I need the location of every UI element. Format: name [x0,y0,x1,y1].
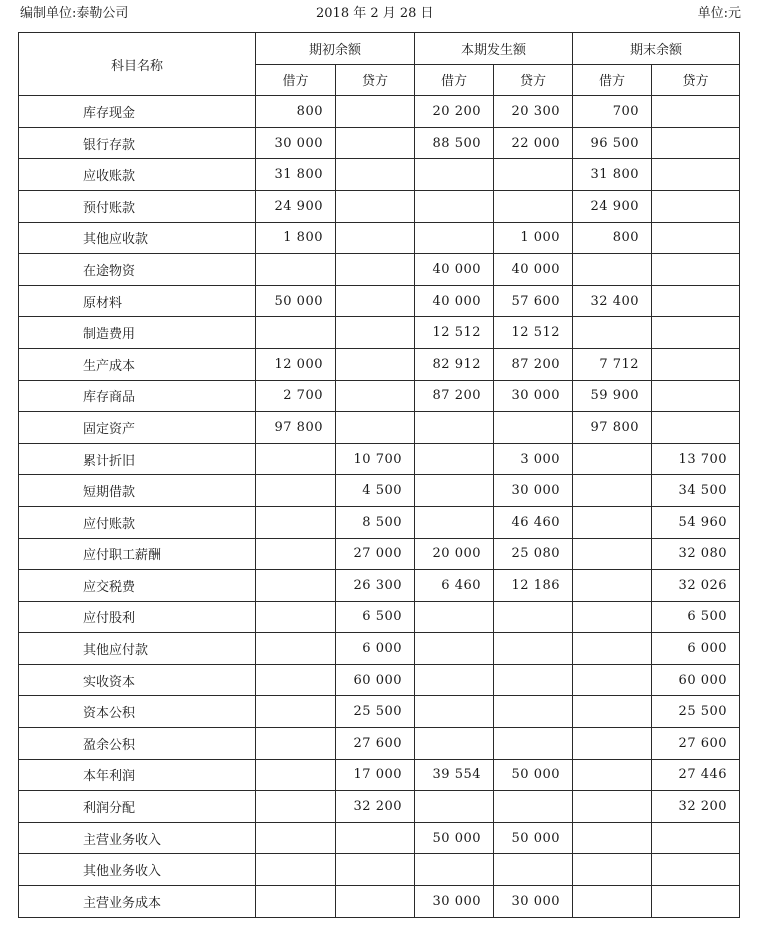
period-credit-cell: 12 512 [494,317,573,349]
closing-debit-cell: 59 900 [573,380,652,412]
opening-credit-cell: 6 000 [336,633,415,665]
period-debit-cell [415,633,494,665]
period-credit-cell [494,696,573,728]
closing-debit-cell [573,664,652,696]
closing-credit-cell: 32 200 [652,791,740,823]
period-credit-cell [494,664,573,696]
opening-debit-cell: 97 800 [256,412,336,444]
table-row [19,664,740,696]
period-debit-cell [415,159,494,191]
period-debit-cell: 12 512 [415,317,494,349]
period-credit-cell [494,412,573,444]
report-date: 2018 年 2 月 28 日 [316,6,434,21]
account-name-cell: 生产成本 [19,348,256,380]
closing-debit-cell [573,696,652,728]
header-row-groups [19,33,740,65]
account-name-cell: 本年利润 [19,759,256,791]
period-credit-cell [494,601,573,633]
period-debit-cell: 40 000 [415,285,494,317]
closing-debit-cell: 96 500 [573,127,652,159]
opening-debit-cell [256,538,336,570]
opening-credit-cell: 8 500 [336,506,415,538]
opening-debit-cell [256,570,336,602]
closing-debit-cell [573,475,652,507]
document-header [0,4,761,26]
table-row [19,601,740,633]
opening-credit-cell: 27 600 [336,728,415,760]
closing-credit-cell: 6 500 [652,601,740,633]
account-name-cell: 应收账款 [19,159,256,191]
opening-credit-cell: 6 500 [336,601,415,633]
account-name-cell: 其他应收款 [19,222,256,254]
opening-debit-cell: 12 000 [256,348,336,380]
period-debit-cell: 40 000 [415,254,494,286]
period-credit-cell [494,633,573,665]
account-name-cell: 主营业务收入 [19,822,256,854]
closing-debit-cell [573,601,652,633]
opening-credit-cell [336,854,415,886]
period-credit-cell: 46 460 [494,506,573,538]
period-debit-cell [415,475,494,507]
column-header-credit: 贷方 [494,64,573,96]
closing-debit-cell [573,443,652,475]
opening-debit-cell: 30 000 [256,127,336,159]
period-credit-cell: 30 000 [494,475,573,507]
table-row [19,570,740,602]
table-header [19,33,740,96]
period-debit-cell: 50 000 [415,822,494,854]
opening-credit-cell [336,254,415,286]
closing-debit-cell [573,759,652,791]
closing-debit-cell [573,317,652,349]
closing-credit-cell: 27 600 [652,728,740,760]
period-credit-cell: 57 600 [494,285,573,317]
opening-debit-cell [256,822,336,854]
opening-debit-cell [256,254,336,286]
opening-debit-cell [256,317,336,349]
account-name-cell: 银行存款 [19,127,256,159]
period-debit-cell [415,412,494,444]
period-debit-cell [415,601,494,633]
account-name-cell: 在途物资 [19,254,256,286]
table-row [19,285,740,317]
closing-credit-cell: 34 500 [652,475,740,507]
period-credit-cell: 20 300 [494,96,573,128]
opening-debit-cell: 24 900 [256,190,336,222]
table-row [19,538,740,570]
closing-debit-cell [573,538,652,570]
account-name-cell: 应交税费 [19,570,256,602]
column-header-debit: 借方 [573,64,652,96]
closing-credit-cell [652,854,740,886]
account-name-cell: 其他应付款 [19,633,256,665]
account-name-cell: 其他业务收入 [19,854,256,886]
closing-debit-cell [573,506,652,538]
period-debit-cell: 39 554 [415,759,494,791]
column-group-period: 本期发生额 [415,33,573,65]
column-header-account: 科目名称 [19,33,256,96]
table-row [19,506,740,538]
table-row [19,159,740,191]
opening-debit-cell [256,475,336,507]
closing-credit-cell: 32 026 [652,570,740,602]
table-row [19,475,740,507]
closing-debit-cell [573,633,652,665]
opening-debit-cell: 31 800 [256,159,336,191]
period-credit-cell: 3 000 [494,443,573,475]
period-credit-cell [494,159,573,191]
closing-debit-cell: 7 712 [573,348,652,380]
table-row [19,380,740,412]
opening-credit-cell: 4 500 [336,475,415,507]
opening-debit-cell [256,601,336,633]
table-row [19,443,740,475]
closing-debit-cell [573,854,652,886]
account-name-cell: 短期借款 [19,475,256,507]
period-debit-cell: 82 912 [415,348,494,380]
period-credit-cell: 25 080 [494,538,573,570]
closing-credit-cell [652,285,740,317]
closing-credit-cell: 25 500 [652,696,740,728]
column-header-credit: 贷方 [336,64,415,96]
table-row [19,190,740,222]
period-debit-cell: 20 000 [415,538,494,570]
period-credit-cell [494,728,573,760]
closing-credit-cell [652,822,740,854]
closing-credit-cell [652,190,740,222]
opening-credit-cell [336,886,415,918]
opening-credit-cell [336,822,415,854]
account-name-cell: 累计折旧 [19,443,256,475]
closing-credit-cell: 60 000 [652,664,740,696]
closing-credit-cell: 27 446 [652,759,740,791]
closing-debit-cell: 24 900 [573,190,652,222]
closing-debit-cell: 32 400 [573,285,652,317]
closing-credit-cell: 6 000 [652,633,740,665]
period-credit-cell: 40 000 [494,254,573,286]
closing-debit-cell [573,570,652,602]
period-credit-cell: 50 000 [494,759,573,791]
opening-credit-cell [336,159,415,191]
opening-debit-cell [256,443,336,475]
account-name-cell: 制造费用 [19,317,256,349]
closing-debit-cell [573,728,652,760]
closing-credit-cell: 32 080 [652,538,740,570]
column-header-debit: 借方 [415,64,494,96]
table-row [19,96,740,128]
period-credit-cell [494,854,573,886]
period-debit-cell [415,222,494,254]
closing-credit-cell [652,96,740,128]
opening-debit-cell [256,854,336,886]
table-row [19,317,740,349]
period-debit-cell [415,854,494,886]
closing-credit-cell: 54 960 [652,506,740,538]
table-body [19,96,740,917]
table-row [19,759,740,791]
table-row [19,254,740,286]
period-credit-cell [494,791,573,823]
opening-credit-cell [336,190,415,222]
period-debit-cell: 88 500 [415,127,494,159]
opening-credit-cell: 60 000 [336,664,415,696]
opening-debit-cell: 50 000 [256,285,336,317]
period-debit-cell: 6 460 [415,570,494,602]
period-debit-cell [415,506,494,538]
table-row [19,222,740,254]
opening-debit-cell [256,759,336,791]
opening-debit-cell [256,664,336,696]
account-name-cell: 应付账款 [19,506,256,538]
period-debit-cell [415,696,494,728]
closing-credit-cell [652,317,740,349]
table-row [19,886,740,918]
account-name-cell: 库存现金 [19,96,256,128]
opening-credit-cell [336,412,415,444]
period-debit-cell: 20 200 [415,96,494,128]
closing-debit-cell: 800 [573,222,652,254]
closing-credit-cell: 13 700 [652,443,740,475]
closing-credit-cell [652,159,740,191]
preparing-unit: 编制单位:泰勒公司 [20,6,129,21]
opening-credit-cell [336,127,415,159]
period-debit-cell [415,664,494,696]
table-row [19,348,740,380]
opening-debit-cell [256,886,336,918]
period-credit-cell: 87 200 [494,348,573,380]
column-group-closing: 期末余额 [573,33,740,65]
period-debit-cell: 30 000 [415,886,494,918]
period-credit-cell: 22 000 [494,127,573,159]
table-row [19,696,740,728]
table-row [19,791,740,823]
opening-credit-cell [336,222,415,254]
opening-credit-cell: 17 000 [336,759,415,791]
closing-credit-cell [652,127,740,159]
account-name-cell: 预付账款 [19,190,256,222]
closing-debit-cell [573,791,652,823]
account-name-cell: 盈余公积 [19,728,256,760]
account-name-cell: 资本公积 [19,696,256,728]
account-name-cell: 利润分配 [19,791,256,823]
opening-credit-cell: 26 300 [336,570,415,602]
table-row [19,854,740,886]
column-group-opening: 期初余额 [256,33,415,65]
period-credit-cell: 12 186 [494,570,573,602]
table-row [19,412,740,444]
opening-credit-cell: 27 000 [336,538,415,570]
opening-debit-cell: 800 [256,96,336,128]
opening-credit-cell [336,380,415,412]
account-name-cell: 应付股利 [19,601,256,633]
period-credit-cell [494,190,573,222]
table-row [19,822,740,854]
opening-credit-cell: 10 700 [336,443,415,475]
column-header-credit: 贷方 [652,64,740,96]
table-row [19,127,740,159]
period-debit-cell [415,443,494,475]
period-debit-cell: 87 200 [415,380,494,412]
closing-credit-cell [652,412,740,444]
period-credit-cell: 30 000 [494,380,573,412]
opening-debit-cell [256,696,336,728]
opening-debit-cell [256,791,336,823]
opening-credit-cell [336,285,415,317]
table-row [19,633,740,665]
closing-credit-cell [652,348,740,380]
opening-debit-cell [256,506,336,538]
opening-debit-cell: 2 700 [256,380,336,412]
account-name-cell: 原材料 [19,285,256,317]
trial-balance-table [18,32,740,918]
account-name-cell: 固定资产 [19,412,256,444]
closing-debit-cell [573,254,652,286]
closing-debit-cell: 97 800 [573,412,652,444]
opening-credit-cell [336,317,415,349]
table-row [19,728,740,760]
opening-credit-cell [336,96,415,128]
opening-credit-cell: 25 500 [336,696,415,728]
closing-credit-cell [652,222,740,254]
closing-credit-cell [652,254,740,286]
opening-debit-cell [256,633,336,665]
closing-debit-cell [573,822,652,854]
account-name-cell: 应付职工薪酬 [19,538,256,570]
account-name-cell: 主营业务成本 [19,886,256,918]
account-name-cell: 实收资本 [19,664,256,696]
period-credit-cell: 1 000 [494,222,573,254]
period-credit-cell: 50 000 [494,822,573,854]
opening-credit-cell [336,348,415,380]
closing-debit-cell: 31 800 [573,159,652,191]
period-credit-cell: 30 000 [494,886,573,918]
closing-debit-cell [573,886,652,918]
period-debit-cell [415,791,494,823]
account-name-cell: 库存商品 [19,380,256,412]
period-debit-cell [415,190,494,222]
opening-debit-cell [256,728,336,760]
closing-credit-cell [652,380,740,412]
closing-credit-cell [652,886,740,918]
currency-unit: 单位:元 [697,6,741,21]
closing-debit-cell: 700 [573,96,652,128]
opening-debit-cell: 1 800 [256,222,336,254]
period-debit-cell [415,728,494,760]
opening-credit-cell: 32 200 [336,791,415,823]
column-header-debit: 借方 [256,64,336,96]
